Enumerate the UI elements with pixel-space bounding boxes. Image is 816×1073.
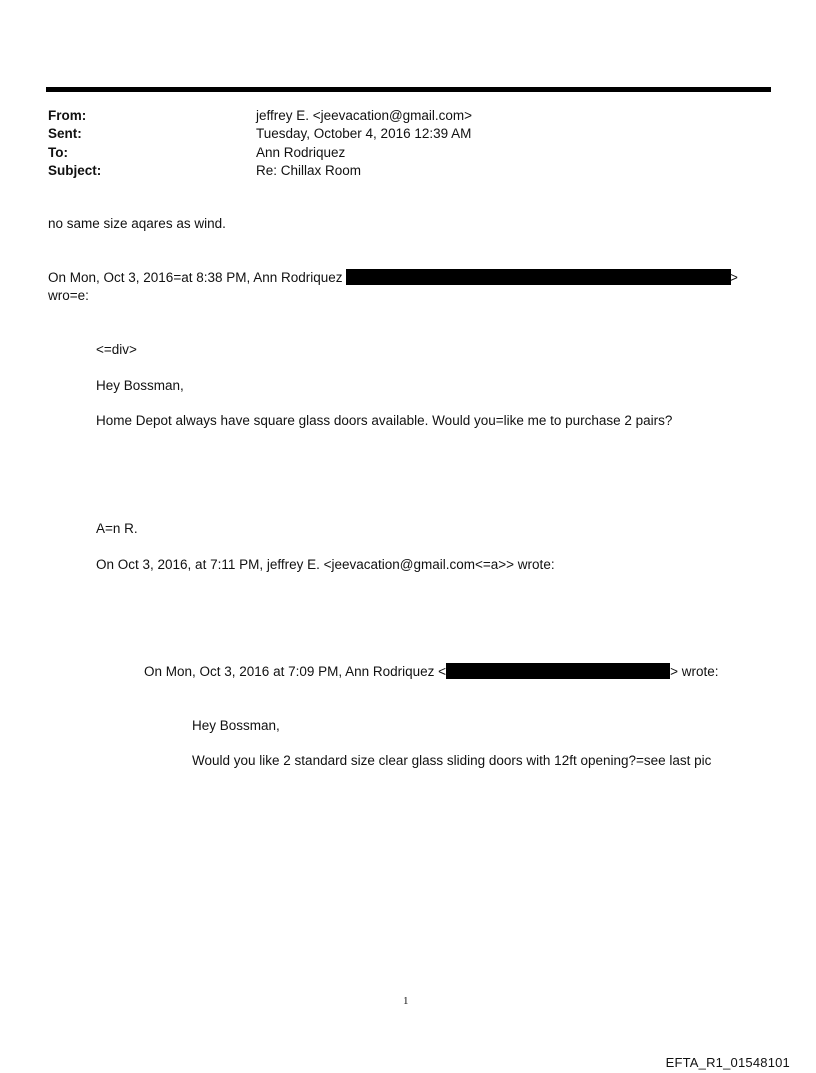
header-rule	[46, 87, 771, 92]
quote3-intro-line	[144, 663, 718, 681]
message-2: Would you like 2 standard size clear glass sliding doors with 12ft opening?=see last pic	[192, 753, 712, 768]
subject-value: Re: Chillax Room	[256, 163, 362, 178]
quote1-intro: On Mon, Oct 3, 2016=at 8:38 PM, Ann Rodriquez	[48, 270, 343, 285]
to-label: To:	[48, 145, 68, 160]
greeting-1: Hey Bossman,	[96, 378, 184, 393]
from-label: From:	[48, 108, 87, 123]
signature: A=n R.	[96, 521, 138, 536]
quote1-wrote: wro=e:	[48, 288, 89, 303]
quote3-intro-end: > wrote:	[670, 664, 719, 679]
greeting-2: Hey Bossman,	[192, 718, 280, 733]
bates-number: EFTA_R1_01548101	[665, 1055, 790, 1070]
sent-value: Tuesday, October 4, 2016 12:39 AM	[256, 126, 472, 141]
quote1-intro-end: >	[730, 270, 738, 285]
sent-label: Sent:	[48, 126, 82, 141]
redaction-bar	[346, 269, 731, 285]
to-value: Ann Rodriquez	[256, 145, 346, 160]
page-number: 1	[403, 995, 409, 1007]
div-tag-text: <=div>	[96, 342, 137, 357]
quote3-intro: On Mon, Oct 3, 2016 at 7:09 PM, Ann Rodriquez <	[144, 664, 447, 679]
reply-text: no same size aqares as wind.	[48, 216, 226, 231]
message-1: Home Depot always have square glass doors available. Would you=like me to purchase 2 pairs?	[96, 413, 673, 428]
subject-label: Subject:	[48, 163, 102, 178]
quote2-intro: On Oct 3, 2016, at 7:11 PM, jeffrey E. <jeevacation@gmail.com<=a>> wrote:	[96, 557, 555, 572]
redaction-bar	[446, 663, 670, 679]
quote1-intro-line	[48, 269, 731, 287]
from-value: jeffrey E. <jeevacation@gmail.com>	[256, 108, 473, 123]
